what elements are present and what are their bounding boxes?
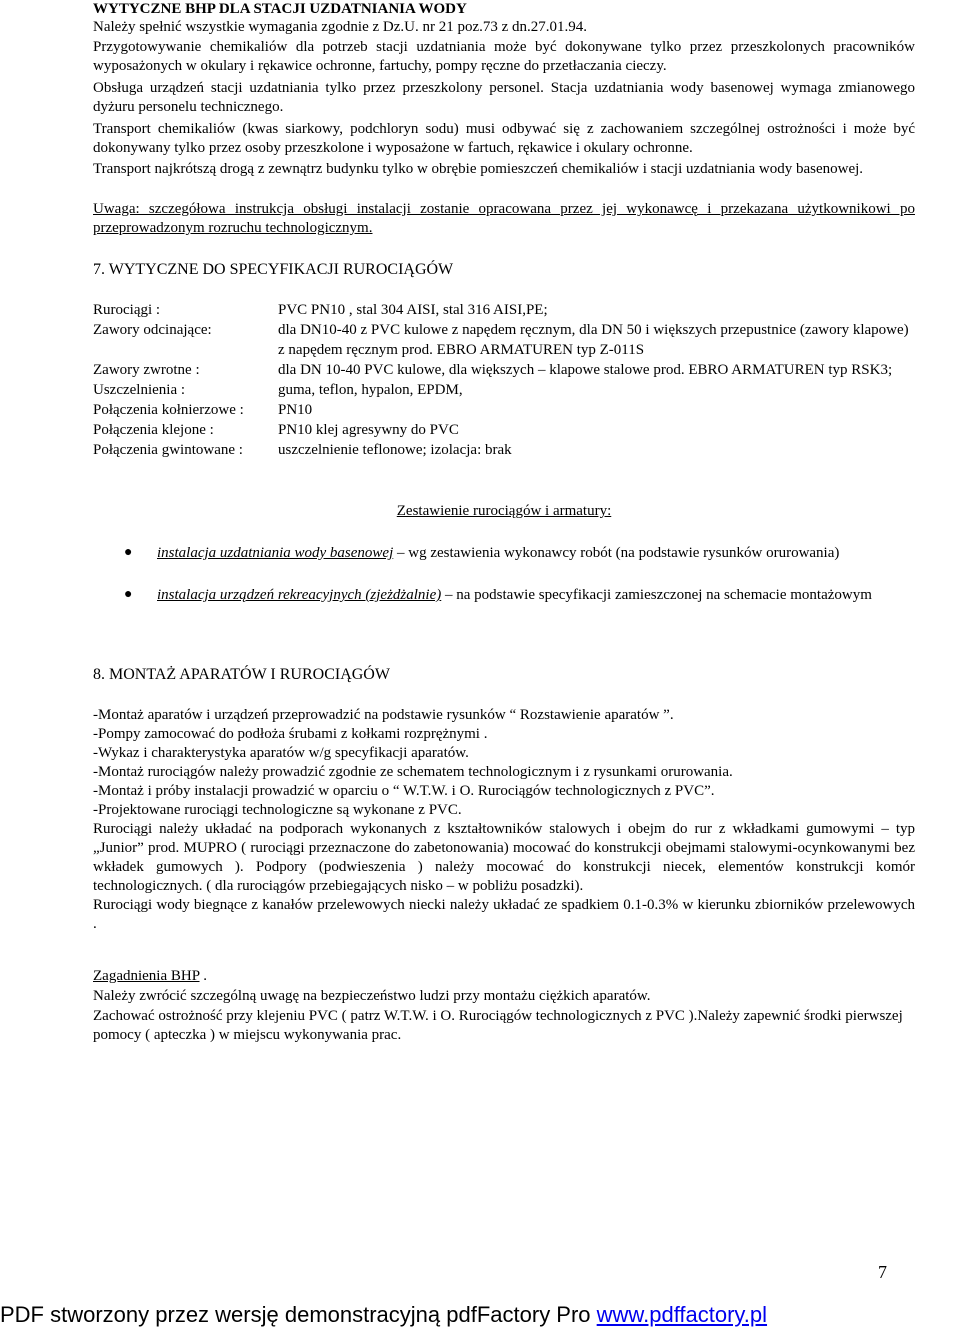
section-8-heading: 8. MONTAŻ APARATÓW I RUROCIĄGÓW xyxy=(93,666,390,683)
instruction-line: -Montaż i próby instalacji prowadzić w oparciu o “ W.T.W. i O. Rurociągów technologicznych z PVC”. xyxy=(93,783,715,799)
spec-label: Zawory odcinające: xyxy=(93,322,212,338)
instruction-line: -Projektowane rurociągi technologiczne są wykonane z PVC. xyxy=(93,802,462,818)
footer-link[interactable]: www.pdffactory.pl xyxy=(596,1302,768,1327)
pipeline-spec-table xyxy=(93,300,915,460)
bullet-icon: ● xyxy=(124,545,133,560)
instruction-line: -Montaż rurociągów należy prowadzić zgodnie ze schematem technologicznym i z rysunkami orurowania. xyxy=(93,764,733,780)
bhp-section-heading xyxy=(93,967,207,986)
bhp-operation: Obsługa urządzeń stacji uzdatniania tylko przez przeszkolony personel. Stacja uzdatniania wody basenowej wymaga zmianowego dyżuru personelu technicznego. xyxy=(93,80,915,115)
spec-value: uszczelnienie teflonowe; izolacja: brak xyxy=(278,442,512,458)
instruction-line: -Montaż aparatów i urządzeń przeprowadzić na podstawie rysunków “ Rozstawienie aparatów ”. xyxy=(93,707,674,723)
spec-row xyxy=(93,380,915,400)
spec-label: Uszczelnienia : xyxy=(93,382,186,398)
bhp-safety-line: Należy zwrócić szczególną uwagę na bezpieczeństwo ludzi przy montażu ciężkich aparatów. xyxy=(93,988,651,1004)
page-number: 7 xyxy=(878,1262,887,1282)
spec-value: PVC PN10 , stal 304 AISI, stal 316 AISI,PE; xyxy=(278,302,548,318)
section-7-heading: 7. WYTYCZNE DO SPECYFIKACJI RUROCIĄGÓW xyxy=(93,261,454,278)
spec-row xyxy=(93,400,915,420)
spec-value: PN10 klej agresywny do PVC xyxy=(278,422,459,438)
list-item xyxy=(93,543,915,563)
bhp-section-heading-suffix: . xyxy=(199,968,208,984)
spec-row xyxy=(93,320,915,360)
spec-value: PN10 xyxy=(278,402,313,418)
spec-row xyxy=(93,360,915,380)
summary-heading: Zestawienie rurociągów i armatury: xyxy=(396,503,612,519)
footer-text: PDF stworzony przez wersję demonstracyjną pdfFactory Pro xyxy=(0,1302,597,1327)
bhp-note: Uwaga: szczegółowa instrukcja obsługi instalacji zostanie opracowana przez jej wykonawcę i przekazana użytkownikowi po przeprowadzonym rozruchu technologicznym. xyxy=(93,201,915,236)
spec-value: dla DN10-40 z PVC kulowe z napędem ręcznym, dla DN 50 i większych przepustnice (zawory klapowe) z napędem ręcznym prod. EBRO ARMATUREN typ Z-011S xyxy=(278,322,909,358)
spec-row xyxy=(93,420,915,440)
list-item-link: instalacja urządzeń rekreacyjnych (zjeżdżalnie) xyxy=(157,587,442,603)
spec-value: dla DN 10-40 PVC kulowe, dla większych – klapowe stalowe prod. EBRO ARMATUREN typ RSK3; xyxy=(278,362,893,378)
pipe-support-paragraph: Rurociągi należy układać na podporach wykonanych z kształtowników stalowych i obejm do rur z wkładkami gumowymi – typ „Junior” prod. MUPRO ( rurociągi przeznaczone do zabetonowania) mocować do konstrukcji obejmami stalowymi-ocynkowanymi bez wkładek gumowych ). Podpory (podwieszenia ) należy mocować do konstrukcji niecek, elementów konstrukcji komór technologicznych. ( dla rurociągów przebiegających nisko – w pobliżu posadzki). xyxy=(93,821,915,894)
bhp-gluing-line: Zachować ostrożność przy klejeniu PVC ( patrz W.T.W. i O. Rurociągów technologicznych z PVC ).Należy zapewnić środki pierwszej pomocy ( apteczka ) w miejscu wykonywania prac. xyxy=(93,1008,903,1043)
bullet-icon: ● xyxy=(124,587,133,602)
bhp-section-heading-text: Zagadnienia BHP xyxy=(93,968,200,984)
list-item-text: – na podstawie specyfikacji zamieszczonej na schemacie montażowym xyxy=(441,587,872,603)
bhp-transport-route: Transport najkrótszą drogą z zewnątrz budynku tylko w obrębie pomieszczeń chemikaliów i stacji uzdatniania wody basenowej. xyxy=(93,161,864,177)
bhp-chemicals-preparation: Przygotowywanie chemikaliów dla potrzeb stacji uzdatniania może być dokonywane tylko przez przeszkolonych pracowników wyposażonych w okulary i rękawice ochronne, fartuchy, pompy ręczne do przetłaczania cieczy. xyxy=(93,39,915,74)
instruction-line: -Wykaz i charakterystyka aparatów w/g specyfikacji aparatów. xyxy=(93,745,469,761)
assembly-instructions xyxy=(93,706,915,934)
bhp-title: WYTYCZNE BHP DLA STACJI UZDATNIANIA WODY xyxy=(93,1,467,17)
summary-list xyxy=(93,543,915,605)
spec-row xyxy=(93,440,915,460)
spec-label: Połączenia kołnierzowe : xyxy=(93,402,244,418)
spec-value: guma, teflon, hypalon, EPDM, xyxy=(278,382,463,398)
instruction-line: -Pompy zamocować do podłoża śrubami z kołkami rozprężnymi . xyxy=(93,726,488,742)
list-item-text: – wg zestawienia wykonawcy robót (na podstawie rysunków orurowania) xyxy=(393,545,840,561)
bhp-regulation: Należy spełnić wszystkie wymagania zgodnie z Dz.U. nr 21 poz.73 z dn.27.01.94. xyxy=(93,19,588,35)
list-item-link: instalacja uzdatniania wody basenowej xyxy=(157,545,394,561)
spec-label: Połączenia klejone : xyxy=(93,422,214,438)
spec-label: Zawory zwrotne : xyxy=(93,362,200,378)
spec-label: Rurociągi : xyxy=(93,302,161,318)
pdf-footer xyxy=(0,1302,960,1328)
list-item xyxy=(93,585,915,605)
bhp-transport: Transport chemikaliów (kwas siarkowy, podchloryn sodu) musi odbywać się z zachowaniem szczególnej ostrożności i może być dokonywany tylko przez osoby przeszkolone i wyposażone w fartuch, rękawice i okulary ochronne. xyxy=(93,121,915,156)
spec-row xyxy=(93,300,915,320)
overflow-pipes-paragraph: Rurociągi wody biegnące z kanałów przelewowych niecki należy układać ze spadkiem 0.1-0.3% w kierunku zbiorników przelewowych . xyxy=(93,897,915,932)
spec-label: Połączenia gwintowane : xyxy=(93,442,243,458)
